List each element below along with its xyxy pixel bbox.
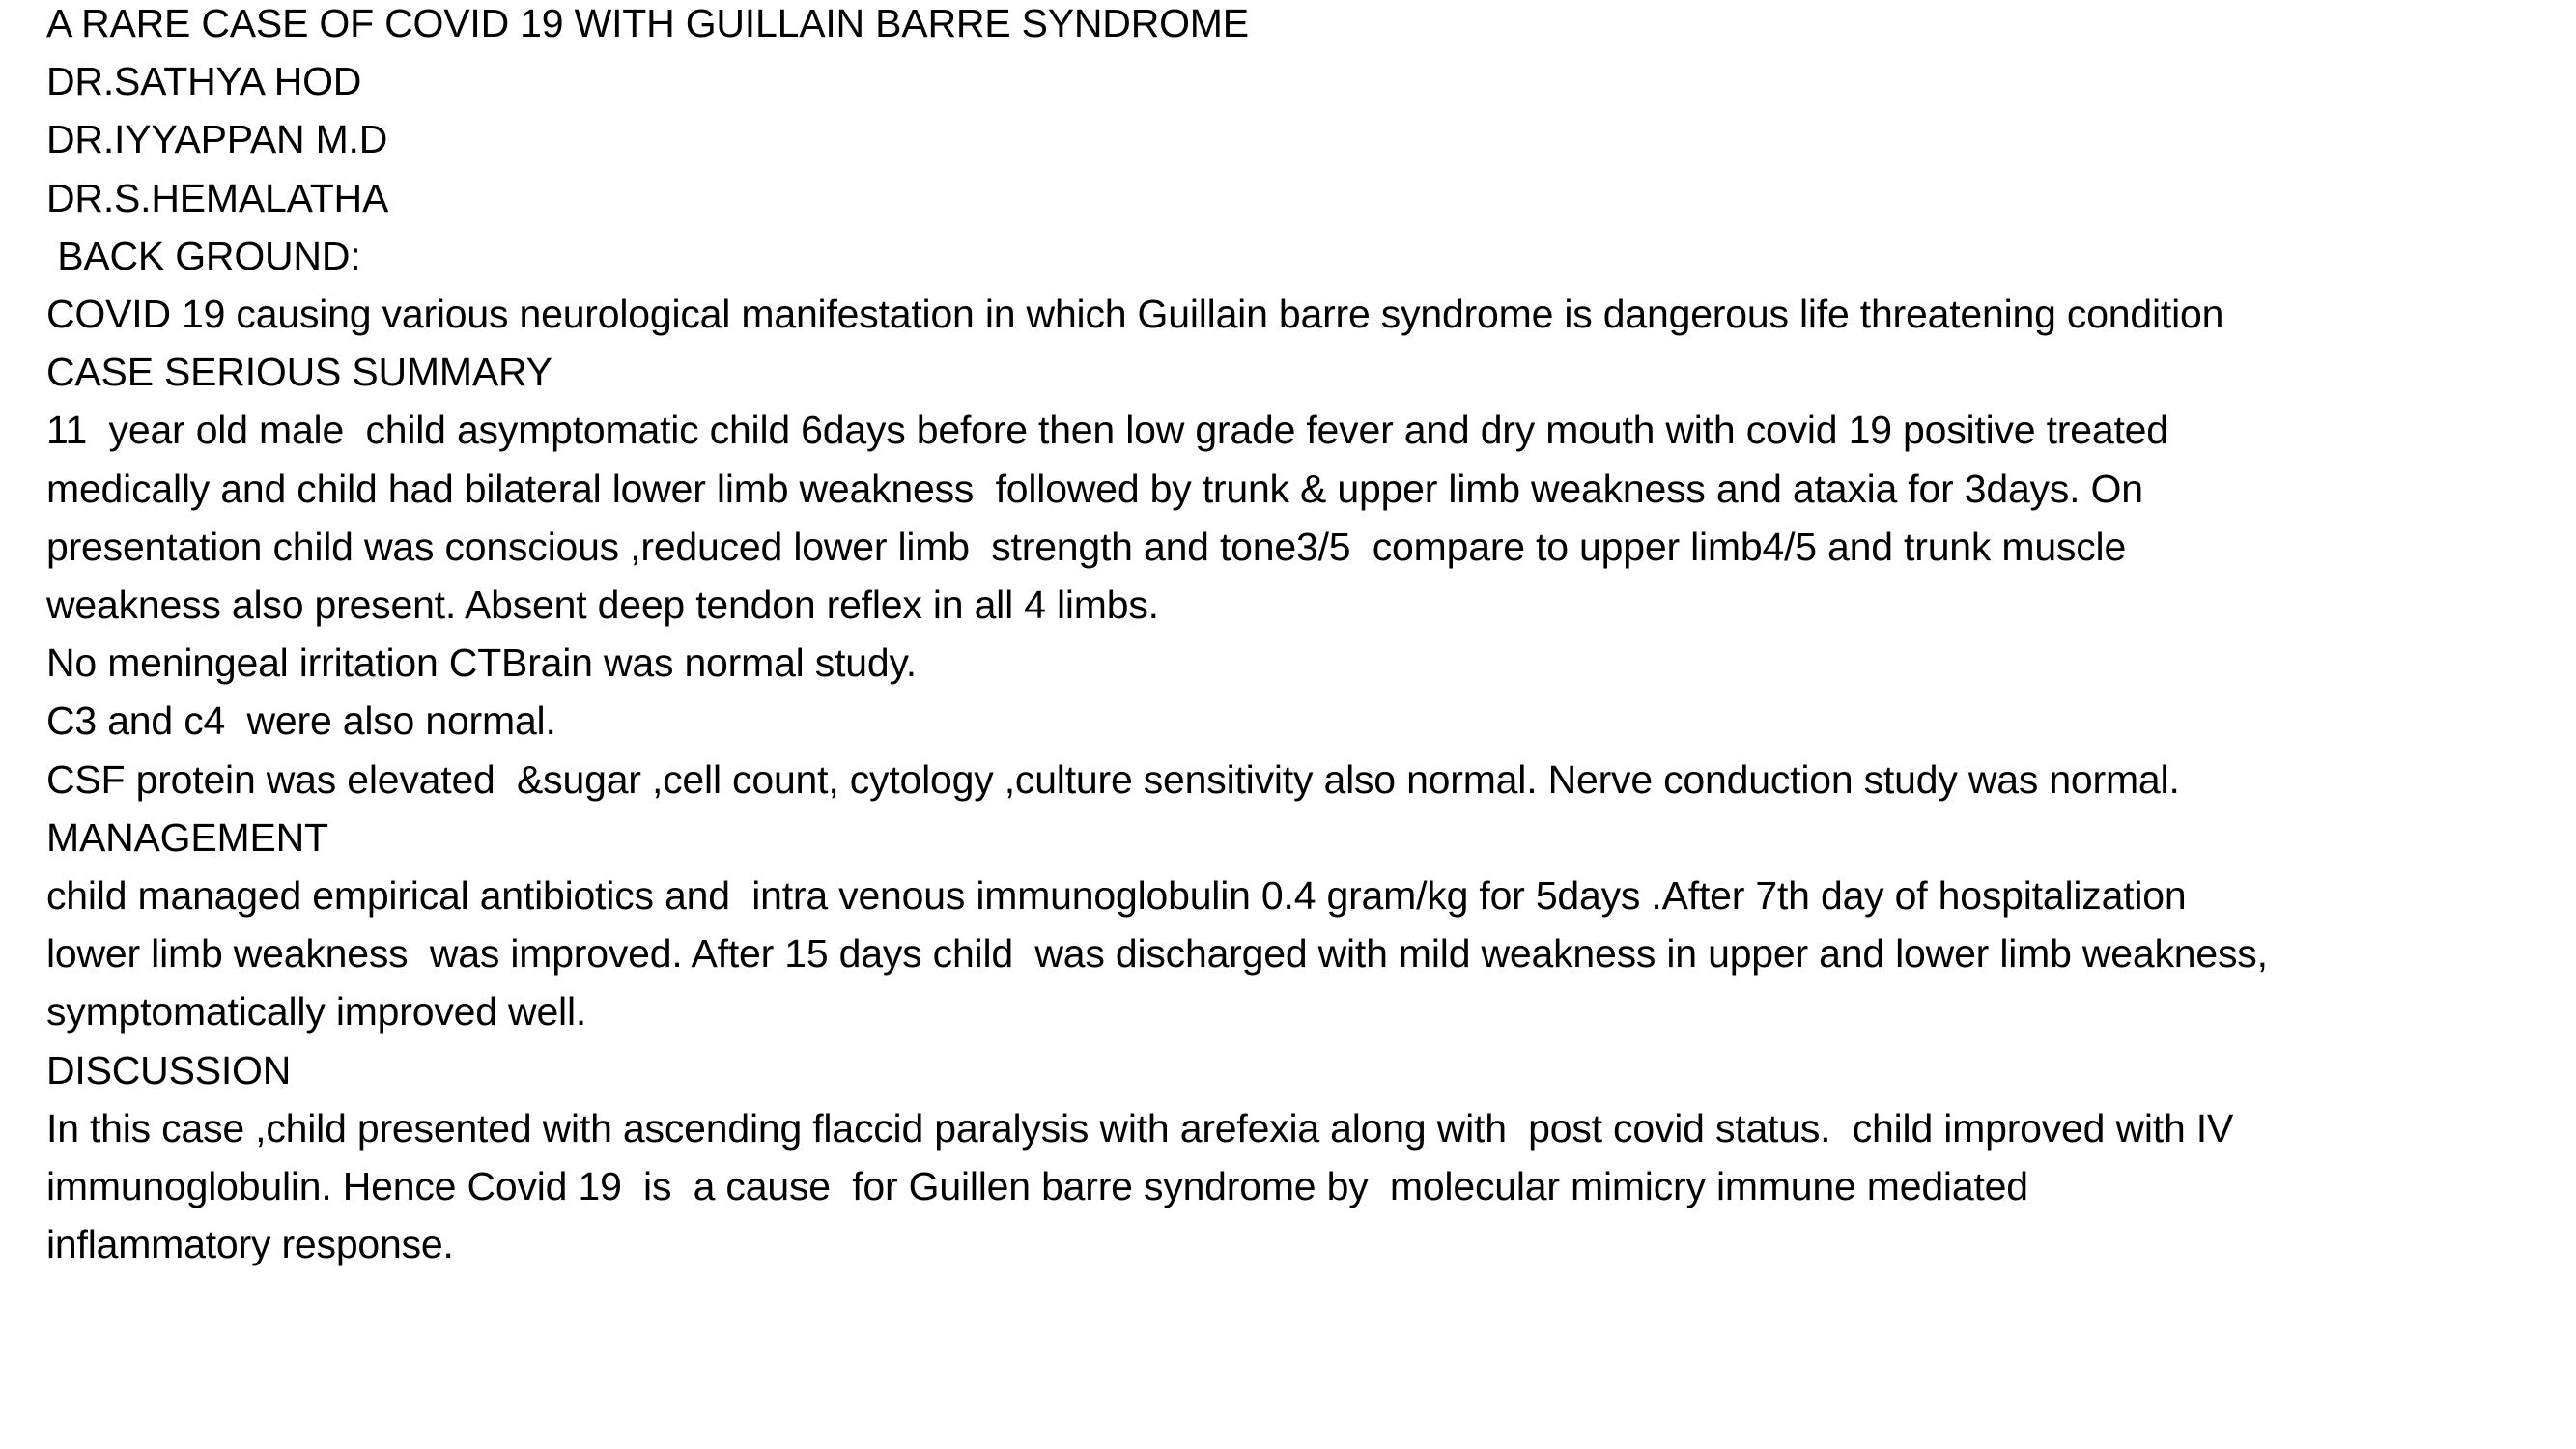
case-summary-line: 11 year old male child asymptomatic child 6days before then low grade fever and dry mouth with covid 19 positive treated	[46, 408, 2168, 453]
management-line: lower limb weakness was improved. After 15 days child was discharged with mild weakness in upper and lower limb weakness,	[46, 931, 2268, 977]
discussion-line: immunoglobulin. Hence Covid 19 is a cause for Guillen barre syndrome by molecular mimicry immune mediated	[46, 1164, 2028, 1209]
case-summary-line: weakness also present. Absent deep tendon reflex in all 4 limbs.	[46, 582, 1159, 628]
author-1: DR.SATHYA HOD	[46, 59, 362, 104]
management-line: symptomatically improved well.	[46, 989, 587, 1035]
document-title: A RARE CASE OF COVID 19 WITH GUILLAIN BARRE SYNDROME	[46, 1, 1249, 45]
discussion-line: inflammatory response.	[46, 1222, 454, 1267]
background-text: COVID 19 causing various neurological manifestation in which Guillain barre syndrome is dangerous life threatening condition	[46, 292, 2224, 337]
author-3: DR.S.HEMALATHA	[46, 175, 389, 220]
case-summary-line: presentation child was conscious ,reduced lower limb strength and tone3/5 compare to upper limb4/5 and trunk muscle	[46, 524, 2127, 569]
author-2: DR.IYYAPPAN M.D	[46, 117, 388, 162]
case-summary-heading: CASE SERIOUS SUMMARY	[46, 350, 552, 395]
discussion-line: In this case ,child presented with ascending flaccid paralysis with arefexia along with post covid status. child improved with IV	[46, 1105, 2234, 1151]
management-heading: MANAGEMENT	[46, 814, 328, 860]
case-summary-line: C3 and c4 were also normal.	[46, 698, 556, 744]
background-heading: BACK GROUND:	[46, 233, 361, 278]
discussion-heading: DISCUSSION	[46, 1047, 292, 1093]
slide-text-body	[46, 0, 2567, 1273]
case-summary-line: CSF protein was elevated &sugar ,cell count, cytology ,culture sensitivity also normal. Nerve conduction study was normal.	[46, 756, 2180, 802]
case-summary-line: No meningeal irritation CTBrain was normal study.	[46, 640, 917, 686]
management-line: child managed empirical antibiotics and intra venous immunoglobulin 0.4 gram/kg for 5days .After 7th day of hospitalization	[46, 873, 2187, 919]
case-summary-line: medically and child had bilateral lower limb weakness followed by trunk & upper limb weakness and ataxia for 3days. On	[46, 466, 2143, 511]
